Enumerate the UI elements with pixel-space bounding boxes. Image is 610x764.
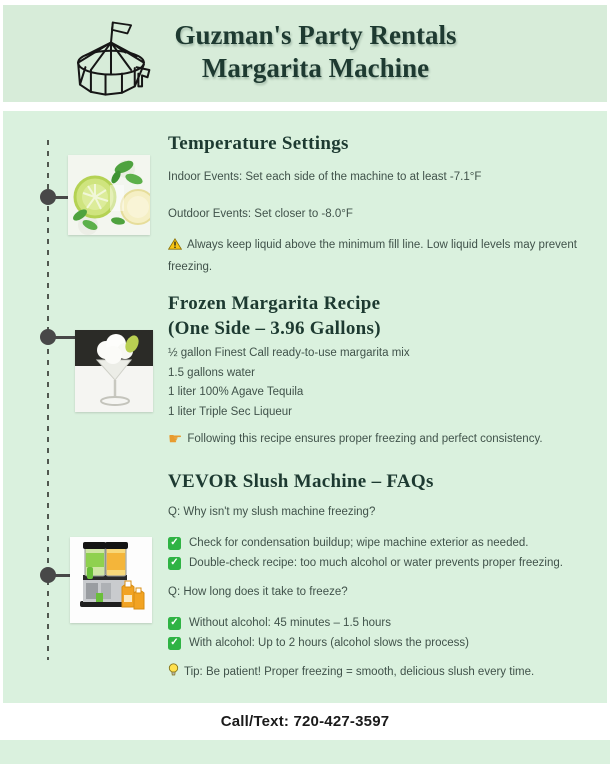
lightbulb-icon [168,663,179,684]
indoor-events-text: Indoor Events: Set each side of the machine to at least -7.1°F [168,171,482,183]
fill-line-warning [168,235,608,277]
faq-question-1: Q: Why isn't my slush machine freezing? [168,506,376,518]
green-check-icon: ✓ [168,537,181,550]
pointing-hand-icon: ☛ [168,429,183,448]
timeline-dot [40,189,56,205]
green-check-icon: ✓ [168,637,181,650]
faq-answer-text: Without alcohol: 45 minutes – 1.5 hours [189,617,392,629]
warning-triangle-icon [168,237,182,257]
content-sheet [3,111,607,703]
page-title-line1: Guzman's Party Rentals [174,20,457,50]
section-heading-temperature: Temperature Settings [168,133,349,154]
recipe-tip [168,429,608,449]
faq-answer-text: Double-check recipe: too much alcohol or water prevents proper freezing. [189,557,563,569]
timeline-dot [40,567,56,583]
faq-question-2: Q: How long does it take to freeze? [168,586,348,598]
ingredient-item: 1 liter Triple Sec Liqueur [168,405,293,418]
margarita-glass-photo [75,330,153,412]
ingredient-item: 1 liter 100% Agave Tequila [168,386,304,398]
timeline-dot [40,329,56,345]
recipe-tip-text: Following this recipe ensures proper freezing and perfect consistency. [187,433,543,445]
ingredient-item: ½ gallon Finest Call ready-to-use margarita mix [168,347,410,359]
ingredient-list [168,344,608,422]
faq-answer-text: Check for condensation buildup; wipe machine exterior as needed. [189,537,529,549]
footer-contact-bar [0,703,610,740]
recipe-heading-line2: (One Side – 3.96 Gallons) [168,318,381,339]
recipe-heading-line1: Frozen Margarita Recipe [168,293,381,314]
faq-answer-text: With alcohol: Up to 2 hours (alcohol slows the process) [189,637,469,649]
faq-answer-row [168,613,608,633]
slush-machine-photo [70,537,152,623]
contact-phone: Call/Text: 720-427-3597 [220,713,390,730]
patience-tip-text: Tip: Be patient! Proper freezing = smooth, delicious slush every time. [184,666,535,678]
ingredient-item: 1.5 gallons water [168,366,255,379]
header [3,5,607,102]
section-heading-recipe [168,291,608,341]
green-check-icon: ✓ [168,617,181,630]
fill-line-warning-text: Always keep liquid above the minimum fill line. Low liquid levels may prevent freezing. [168,239,577,273]
faq-answer-row [168,533,608,553]
faq-answer-row [168,633,608,653]
patience-tip [168,662,608,684]
bottom-green-band [0,740,610,764]
lime-mint-photo [68,155,150,235]
faq-answer-row [168,553,608,573]
green-check-icon: ✓ [168,557,181,570]
section-heading-faqs: VEVOR Slush Machine – FAQs [168,471,434,492]
page-title [143,19,488,85]
page-title-line2: Margarita Machine [201,53,430,83]
outdoor-events-text: Outdoor Events: Set closer to -8.0°F [168,208,353,220]
